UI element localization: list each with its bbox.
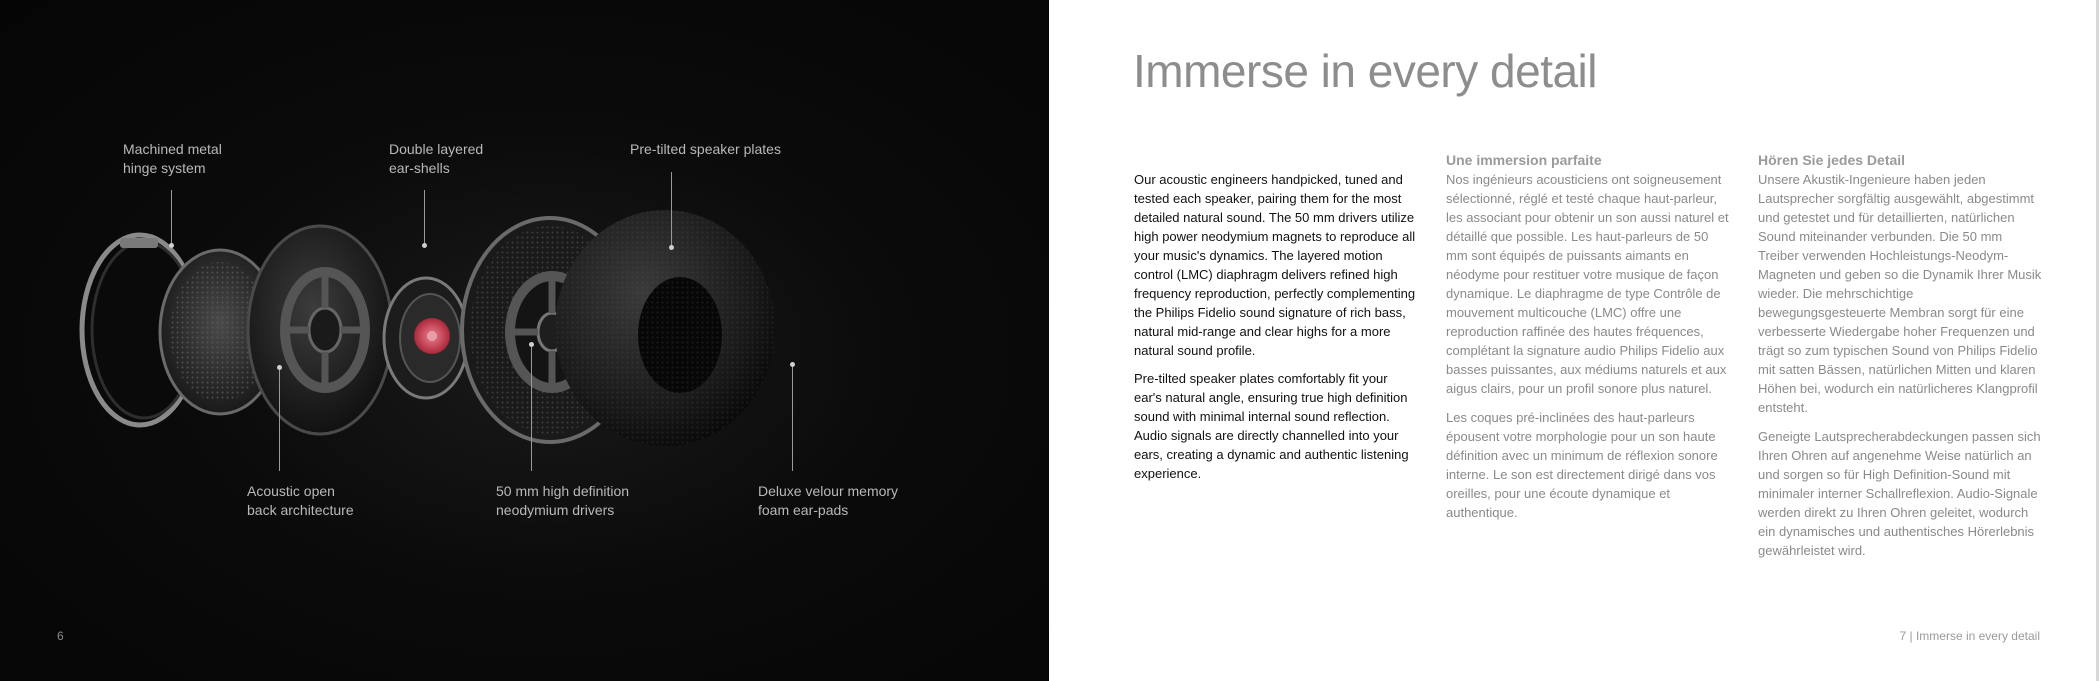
page-title: Immerse in every detail	[1133, 45, 1597, 97]
german-column	[1758, 151, 2042, 570]
driver-part	[384, 278, 468, 398]
back-leader-dot	[277, 365, 282, 370]
callout-ear-shells: Double layered ear-shells	[389, 141, 484, 176]
pads-leader-line	[792, 365, 793, 471]
shells-leader-line	[424, 190, 425, 245]
callout-hinge-system: Machined metal hinge system	[123, 141, 222, 176]
english-paragraph-2: Pre-tilted speaker plates comfortably fit your ear's natural angle, ensuring true high definition sound with minimal internal sound reflection. Audio signals are directly channelled into your ears, creating a dynamic and authentic listening experience.	[1134, 371, 1409, 481]
callout-open-back: Acoustic open back architecture	[247, 483, 354, 518]
ear-pad-part	[555, 210, 775, 446]
pads-leader-dot	[790, 362, 795, 367]
ear-shell-part	[248, 226, 392, 434]
english-column	[1134, 170, 1418, 492]
shells-leader-dot	[422, 243, 427, 248]
page-number-left: 6	[57, 629, 64, 643]
hinge-leader-dot	[169, 243, 174, 248]
callout-ear-pads: Deluxe velour memory foam ear-pads	[758, 483, 899, 518]
french-paragraph-2: Les coques pré-inclinées des haut-parleurs épousent votre morphologie pour un son haute définition avec un minimum de réflexion sonore interne. Le son est directement dirigé dans vos oreilles, pour une écoute dynamique et authentique.	[1446, 410, 1718, 520]
back-leader-line	[279, 368, 280, 471]
german-heading: Hören Sie jedes Detail	[1758, 152, 1906, 168]
callout-drivers: 50 mm high definition neodymium drivers	[496, 483, 630, 518]
callout-speaker-plates: Pre-tilted speaker plates	[630, 141, 781, 157]
german-paragraph-2: Geneigte Lautsprecherabdeckungen passen sich Ihren Ohren auf angenehme Weise natürlich an und sorgen so für High Definition-Sound mit minimaler interner Schallreflexion. Audio-Signale werden direkt zu Ihren Ohren geleitet, wodurch ein dynamisches und authentisches Hörerlebnis gewährleistet wird.	[1758, 429, 2041, 558]
plates-leader-line	[671, 172, 672, 247]
drivers-leader-dot	[529, 342, 534, 347]
german-paragraph-1: Unsere Akustik-Ingenieure haben jeden Lautsprecher sorgfältig ausgewählt, abgestimmt und getestet und für detaillierten, natürlichen Sound miteinander verbunden. Die 50 mm Treiber verwenden Hochleistungs-Neodym-Magneten und geben so die Dynamik Ihrer Musik wieder. Die mehrschichtige bewegungsgesteuerte Membran sorgt für eine verbesserte Wiedergabe hoher Frequenzen und trägt so zum typischen Sound von Philips Fidelio mit satten Bässen, natürlichen Mitten und klaren Höhen bei, wodurch ein natürlicheres Klangprofil entsteht.	[1758, 172, 2042, 415]
headphone-exploded-illustration	[70, 200, 970, 460]
drivers-leader-line	[531, 345, 532, 471]
french-column	[1446, 151, 1730, 532]
plates-leader-dot	[669, 245, 674, 250]
english-paragraph-1: Our acoustic engineers handpicked, tuned and tested each speaker, pairing them for the most detailed natural sound. The 50 mm drivers utilize high power neodymium magnets to reproduce all your music's dynamics. The layered motion control (LMC) diaphragm delivers refined high frequency reproduction, perfectly complementing the Philips Fidelio sound signature of rich bass, natural mid-range and clear highs for a more natural sound profile.	[1134, 172, 1416, 358]
hinge-leader-line	[171, 190, 172, 245]
page-footer: 7 | Immerse in every detail	[1899, 629, 2040, 643]
left-page	[0, 0, 1049, 681]
french-heading: Une immersion parfaite	[1446, 152, 1602, 168]
right-page	[1049, 0, 2099, 681]
french-paragraph-1: Nos ingénieurs acousticiens ont soigneusement sélectionné, réglé et testé chaque haut-parleur, les associant pour obtenir un son aussi naturel et détaillé que possible. Les haut-parleurs de 50 mm sont équipés de puissants aimants en néodyme pour restituer votre musique de façon dynamique. Le diaphragme de type Contrôle de mouvement multicouche (LMC) offre une reproduction raffinée des hautes fréquences, complétant la signature audio Philips Fidelio aux basses puissantes, aux médiums naturels et aux aigus clairs, pour un profil sonore plus naturel.	[1446, 172, 1729, 396]
